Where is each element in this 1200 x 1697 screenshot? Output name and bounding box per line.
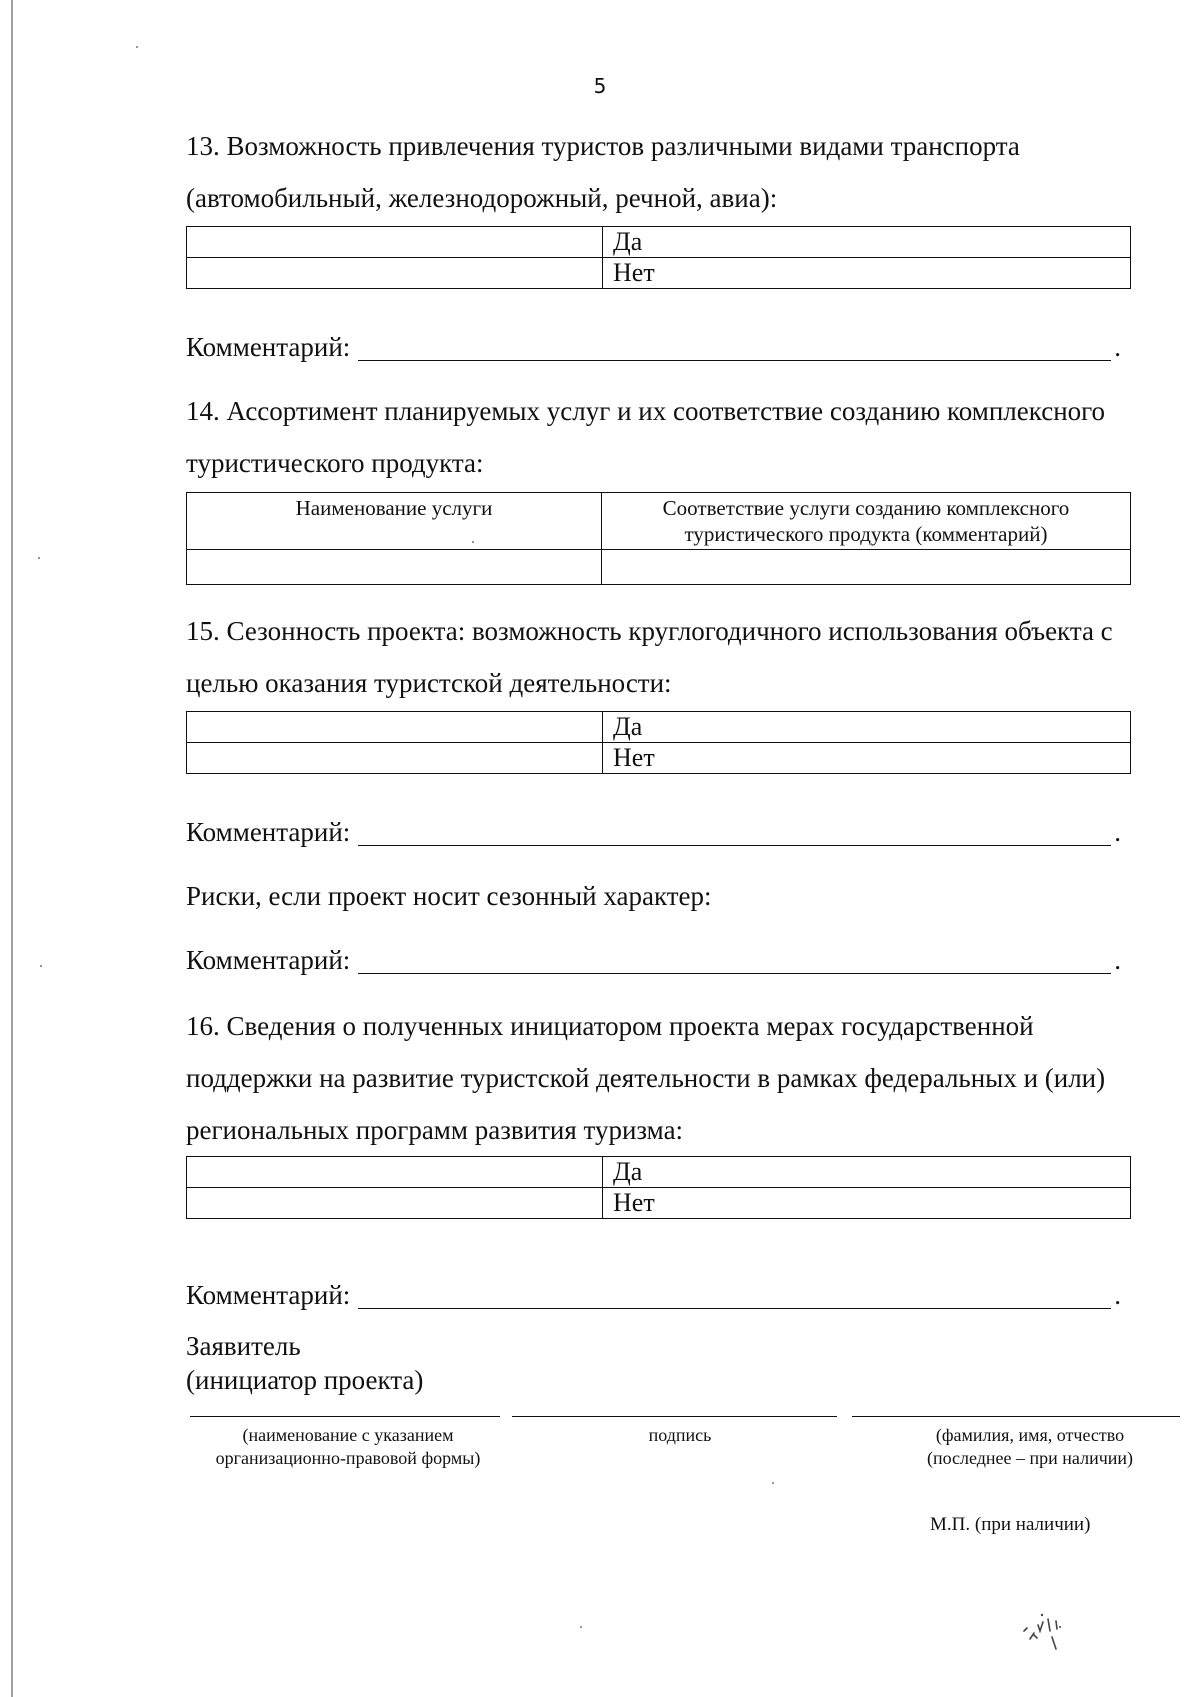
scan-speck bbox=[580, 1626, 582, 1628]
comment-input-line[interactable] bbox=[358, 845, 1111, 846]
scan-speck bbox=[472, 541, 474, 543]
handwritten-mark-icon bbox=[1010, 1595, 1090, 1665]
comment-end: . bbox=[1114, 332, 1121, 362]
compliance-cell[interactable] bbox=[602, 550, 1131, 585]
question-13-text: 13. Возможность привлечения туристов различными видами транспорта (автомобильный, железнодорожный, речной, авиа): bbox=[186, 131, 1020, 213]
table-row bbox=[187, 743, 1131, 774]
scan-speck bbox=[40, 965, 42, 967]
option-checkbox-cell[interactable] bbox=[187, 712, 603, 743]
option-checkbox-cell[interactable] bbox=[187, 227, 603, 258]
comment-input-line[interactable] bbox=[358, 1308, 1111, 1309]
full-name-caption: (фамилия, имя, отчество (последнее – при наличии) bbox=[926, 1425, 1134, 1468]
full-name-line[interactable] bbox=[852, 1416, 1180, 1417]
organization-name-caption: (наименование с указанием организационно-правовой формы) bbox=[215, 1425, 481, 1468]
applicant-title: Заявитель bbox=[186, 1331, 301, 1361]
service-name-cell[interactable] bbox=[187, 550, 602, 585]
question-16-text: 16. Сведения о полученных инициатором проекта мерах государственной поддержки на развитие туристской деятельности в рамках федеральных и (или) региональных программ развития туризма: bbox=[186, 1011, 1106, 1145]
comment-label: Комментарий: bbox=[186, 1280, 351, 1310]
organization-name-line[interactable] bbox=[190, 1416, 500, 1417]
table-row bbox=[187, 1157, 1131, 1188]
signature-caption: подпись bbox=[648, 1425, 712, 1445]
option-checkbox-cell[interactable] bbox=[187, 258, 603, 289]
option-label: Нет bbox=[603, 743, 1131, 774]
question-13-options-table bbox=[186, 226, 1131, 289]
column-header-compliance: Соответствие услуги созданию комплексного туристического продукта (комментарий) bbox=[602, 493, 1131, 550]
stamp-place-label: М.П. (при наличии) bbox=[930, 1514, 1091, 1535]
comment-input-line[interactable] bbox=[358, 360, 1111, 361]
table-header-row bbox=[187, 493, 1131, 550]
option-label: Нет bbox=[603, 258, 1131, 289]
seasonal-risks-label: Риски, если проект носит сезонный характер: bbox=[186, 881, 712, 911]
comment-end: . bbox=[1114, 817, 1121, 847]
comment-label: Комментарий: bbox=[186, 817, 351, 847]
option-label: Да bbox=[603, 1157, 1131, 1188]
scan-edge-line bbox=[11, 0, 13, 1697]
page-number: 5 bbox=[593, 74, 607, 98]
option-label: Нет bbox=[603, 1188, 1131, 1219]
scan-speck bbox=[772, 1482, 774, 1484]
scan-speck bbox=[38, 557, 40, 559]
table-row bbox=[187, 258, 1131, 289]
question-14-text: 14. Ассортимент планируемых услуг и их соответствие созданию комплексного туристического продукта: bbox=[186, 396, 1106, 478]
seasonal-risks-comment bbox=[186, 944, 1121, 978]
scan-speck bbox=[136, 46, 138, 48]
question-13-comment bbox=[186, 331, 1121, 365]
table-row bbox=[187, 550, 1131, 585]
comment-label: Комментарий: bbox=[186, 332, 351, 362]
question-15-comment bbox=[186, 816, 1121, 850]
option-checkbox-cell[interactable] bbox=[187, 1157, 603, 1188]
comment-label: Комментарий: bbox=[186, 945, 351, 975]
option-label: Да bbox=[603, 712, 1131, 743]
question-15-text: 15. Сезонность проекта: возможность круглогодичного использования объекта с целью оказания туристской деятельности: bbox=[186, 616, 1113, 698]
question-16-comment bbox=[186, 1279, 1121, 1313]
comment-end: . bbox=[1114, 945, 1121, 975]
comment-input-line[interactable] bbox=[358, 973, 1111, 974]
comment-end: . bbox=[1114, 1280, 1121, 1310]
applicant-subtitle: (инициатор проекта) bbox=[186, 1365, 424, 1395]
option-checkbox-cell[interactable] bbox=[187, 743, 603, 774]
table-row bbox=[187, 227, 1131, 258]
signature-line[interactable] bbox=[512, 1416, 837, 1417]
question-16-options-table bbox=[186, 1156, 1131, 1219]
table-row bbox=[187, 712, 1131, 743]
option-label: Да bbox=[603, 227, 1131, 258]
table-row bbox=[187, 1188, 1131, 1219]
question-15-options-table bbox=[186, 711, 1131, 774]
column-header-service-name: Наименование услуги bbox=[187, 493, 602, 550]
services-table bbox=[186, 492, 1131, 585]
option-checkbox-cell[interactable] bbox=[187, 1188, 603, 1219]
